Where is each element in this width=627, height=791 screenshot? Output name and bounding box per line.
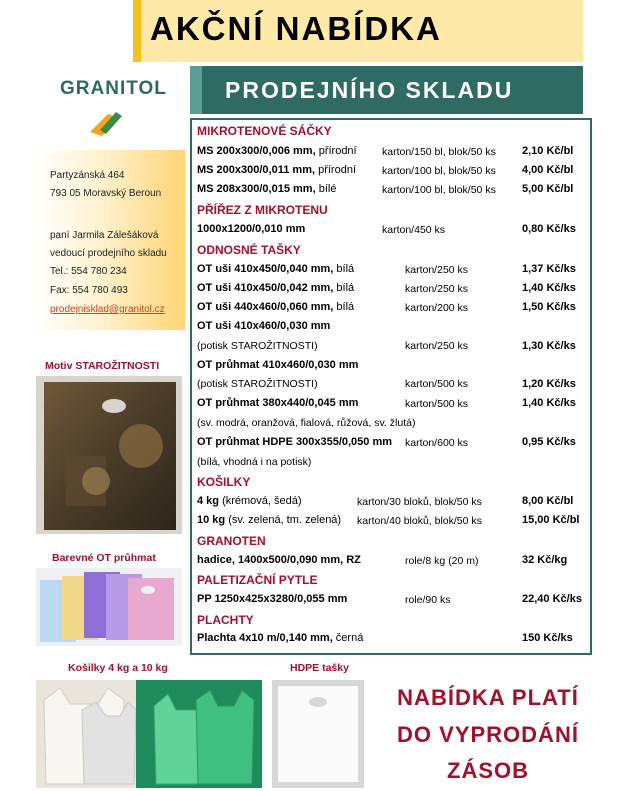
product-name: MS 200x300/0,006 mm, přírodní bbox=[197, 145, 357, 157]
product-pack: karton/30 bloků, blok/50 ks bbox=[357, 496, 482, 508]
subtitle-band-accent bbox=[190, 66, 202, 114]
product-price: 1,40 Kč/ks bbox=[522, 397, 576, 409]
product-price: 1,30 Kč/ks bbox=[522, 340, 576, 352]
contact-tel: Tel.: 554 780 234 bbox=[50, 266, 127, 277]
photo-hdpe-bag bbox=[272, 680, 364, 788]
photo-colored-bags bbox=[36, 568, 182, 646]
photo-kosilky-bags bbox=[36, 680, 262, 788]
product-pack: karton/100 bl, blok/50 ks bbox=[382, 165, 496, 177]
category-granoten: GRANOTEN bbox=[197, 534, 266, 548]
product-name: OT uši 410x450/0,040 mm, bílá bbox=[197, 263, 355, 275]
product-pack: karton/100 bl, blok/50 ks bbox=[382, 184, 496, 196]
product-price: 0,95 Kč/ks bbox=[522, 436, 576, 448]
page-subtitle: PRODEJNÍHO SKLADU bbox=[225, 77, 514, 103]
product-pack: karton/200 ks bbox=[405, 302, 469, 314]
product-pack: karton/250 ks bbox=[405, 340, 469, 352]
product-pack: karton/150 bl, blok/50 ks bbox=[382, 146, 496, 158]
product-price: 4,00 Kč/bl bbox=[522, 164, 574, 176]
offer-line-2: DO VYPRODÁNÍ bbox=[397, 722, 579, 747]
product-name: OT průhmat 410x460/0,030 mm bbox=[197, 359, 359, 371]
address-line-2: 793 05 Moravský Beroun bbox=[50, 188, 162, 199]
page-title: AKČNÍ NABÍDKA bbox=[150, 10, 442, 47]
product-price: 15,00 Kč/bl bbox=[522, 514, 580, 526]
product-note: (potisk STAROŽITNOSTI) bbox=[197, 340, 318, 352]
product-name: PP 1250x425x3280/0,055 mm bbox=[197, 593, 348, 605]
caption-barevne: Barevné OT průhmat bbox=[52, 552, 156, 564]
product-price: 8,00 Kč/bl bbox=[522, 495, 574, 507]
contact-role: vedoucí prodejního skladu bbox=[50, 248, 167, 259]
product-name: OT průhmat 380x440/0,045 mm bbox=[197, 397, 359, 409]
product-name: MS 208x300/0,015 mm, bílé bbox=[197, 183, 337, 195]
product-name: 1000x1200/0,010 mm bbox=[197, 223, 306, 235]
contact-email-link[interactable]: prodejnisklad@granitol.cz bbox=[50, 304, 165, 315]
product-pack: karton/500 ks bbox=[405, 378, 469, 390]
category-kosilky: KOŠILKY bbox=[197, 475, 251, 489]
product-name: OT průhmat HDPE 300x355/0,050 mm bbox=[197, 436, 393, 448]
granitol-logo: GRANITOL bbox=[60, 78, 167, 99]
product-pack: karton/250 ks bbox=[405, 264, 469, 276]
product-pack: role/90 ks bbox=[405, 594, 451, 606]
product-name: 4 kg (krémová, šedá) bbox=[197, 495, 302, 507]
product-price: 1,40 Kč/ks bbox=[522, 282, 576, 294]
product-name: MS 200x300/0,011 mm, přírodní bbox=[197, 164, 356, 176]
product-price: 0,80 Kč/ks bbox=[522, 223, 576, 235]
caption-hdpe: HDPE tašky bbox=[290, 662, 349, 674]
product-name: Plachta 4x10 m/0,140 mm, černá bbox=[197, 632, 364, 644]
product-pack: karton/500 ks bbox=[405, 398, 469, 410]
product-name: OT uši 410x450/0,042 mm, bílá bbox=[197, 282, 355, 294]
category-mikrotenove: MIKROTENOVÉ SÁČKY bbox=[197, 124, 332, 138]
product-price: 150 Kč/ks bbox=[522, 632, 573, 644]
offer-line-3: ZÁSOB bbox=[447, 758, 529, 783]
product-note: (bílá, vhodná i na potisk) bbox=[197, 456, 312, 468]
product-name: 10 kg (sv. zelená, tm. zelená) bbox=[197, 514, 342, 526]
offer-line-1: NABÍDKA PLATÍ bbox=[397, 685, 579, 710]
product-price: 1,20 Kč/ks bbox=[522, 378, 576, 390]
category-odnosne: ODNOSNÉ TAŠKY bbox=[197, 243, 301, 257]
product-price: 5,00 Kč/bl bbox=[522, 183, 574, 195]
caption-motiv: Motiv STAROŽITNOSTI bbox=[45, 360, 160, 372]
product-name: OT uši 410x460/0,030 mm bbox=[197, 320, 331, 332]
product-price: 2,10 Kč/bl bbox=[522, 145, 574, 157]
product-pack: karton/40 bloků, blok/50 ks bbox=[357, 515, 482, 527]
contact-fax: Fax: 554 780 493 bbox=[50, 285, 128, 296]
contact-person: paní Jarmila Zálešáková bbox=[50, 230, 159, 241]
category-paletizacni: PALETIZAČNÍ PYTLE bbox=[197, 573, 318, 587]
product-pack: role/8 kg (20 m) bbox=[405, 555, 479, 567]
category-plachty: PLACHTY bbox=[197, 613, 254, 627]
caption-kosilky: Košilky 4 kg a 10 kg bbox=[68, 662, 168, 674]
product-pack: karton/250 ks bbox=[405, 283, 469, 295]
product-name: OT uši 440x460/0,060 mm, bílá bbox=[197, 301, 355, 313]
product-price: 1,50 Kč/ks bbox=[522, 301, 576, 313]
product-note: (potisk STAROŽITNOSTI) bbox=[197, 378, 318, 390]
product-pack: karton/600 ks bbox=[405, 437, 469, 449]
photo-motiv-bag bbox=[36, 376, 182, 534]
logo-mark-icon bbox=[86, 108, 126, 138]
category-prirez: PŘÍŘEZ Z MIKROTENU bbox=[197, 203, 328, 217]
product-price: 1,37 Kč/ks bbox=[522, 263, 576, 275]
product-note: (sv. modrá, oranžová, fialová, růžová, sv. žlutá) bbox=[197, 417, 416, 429]
product-name: hadice, 1400x500/0,090 mm, RZ bbox=[197, 554, 361, 566]
product-price: 22,40 Kč/ks bbox=[522, 593, 582, 605]
product-pack: karton/450 ks bbox=[382, 224, 446, 236]
product-price: 32 Kč/kg bbox=[522, 554, 568, 566]
address-line-1: Partyzánská 464 bbox=[50, 170, 125, 181]
